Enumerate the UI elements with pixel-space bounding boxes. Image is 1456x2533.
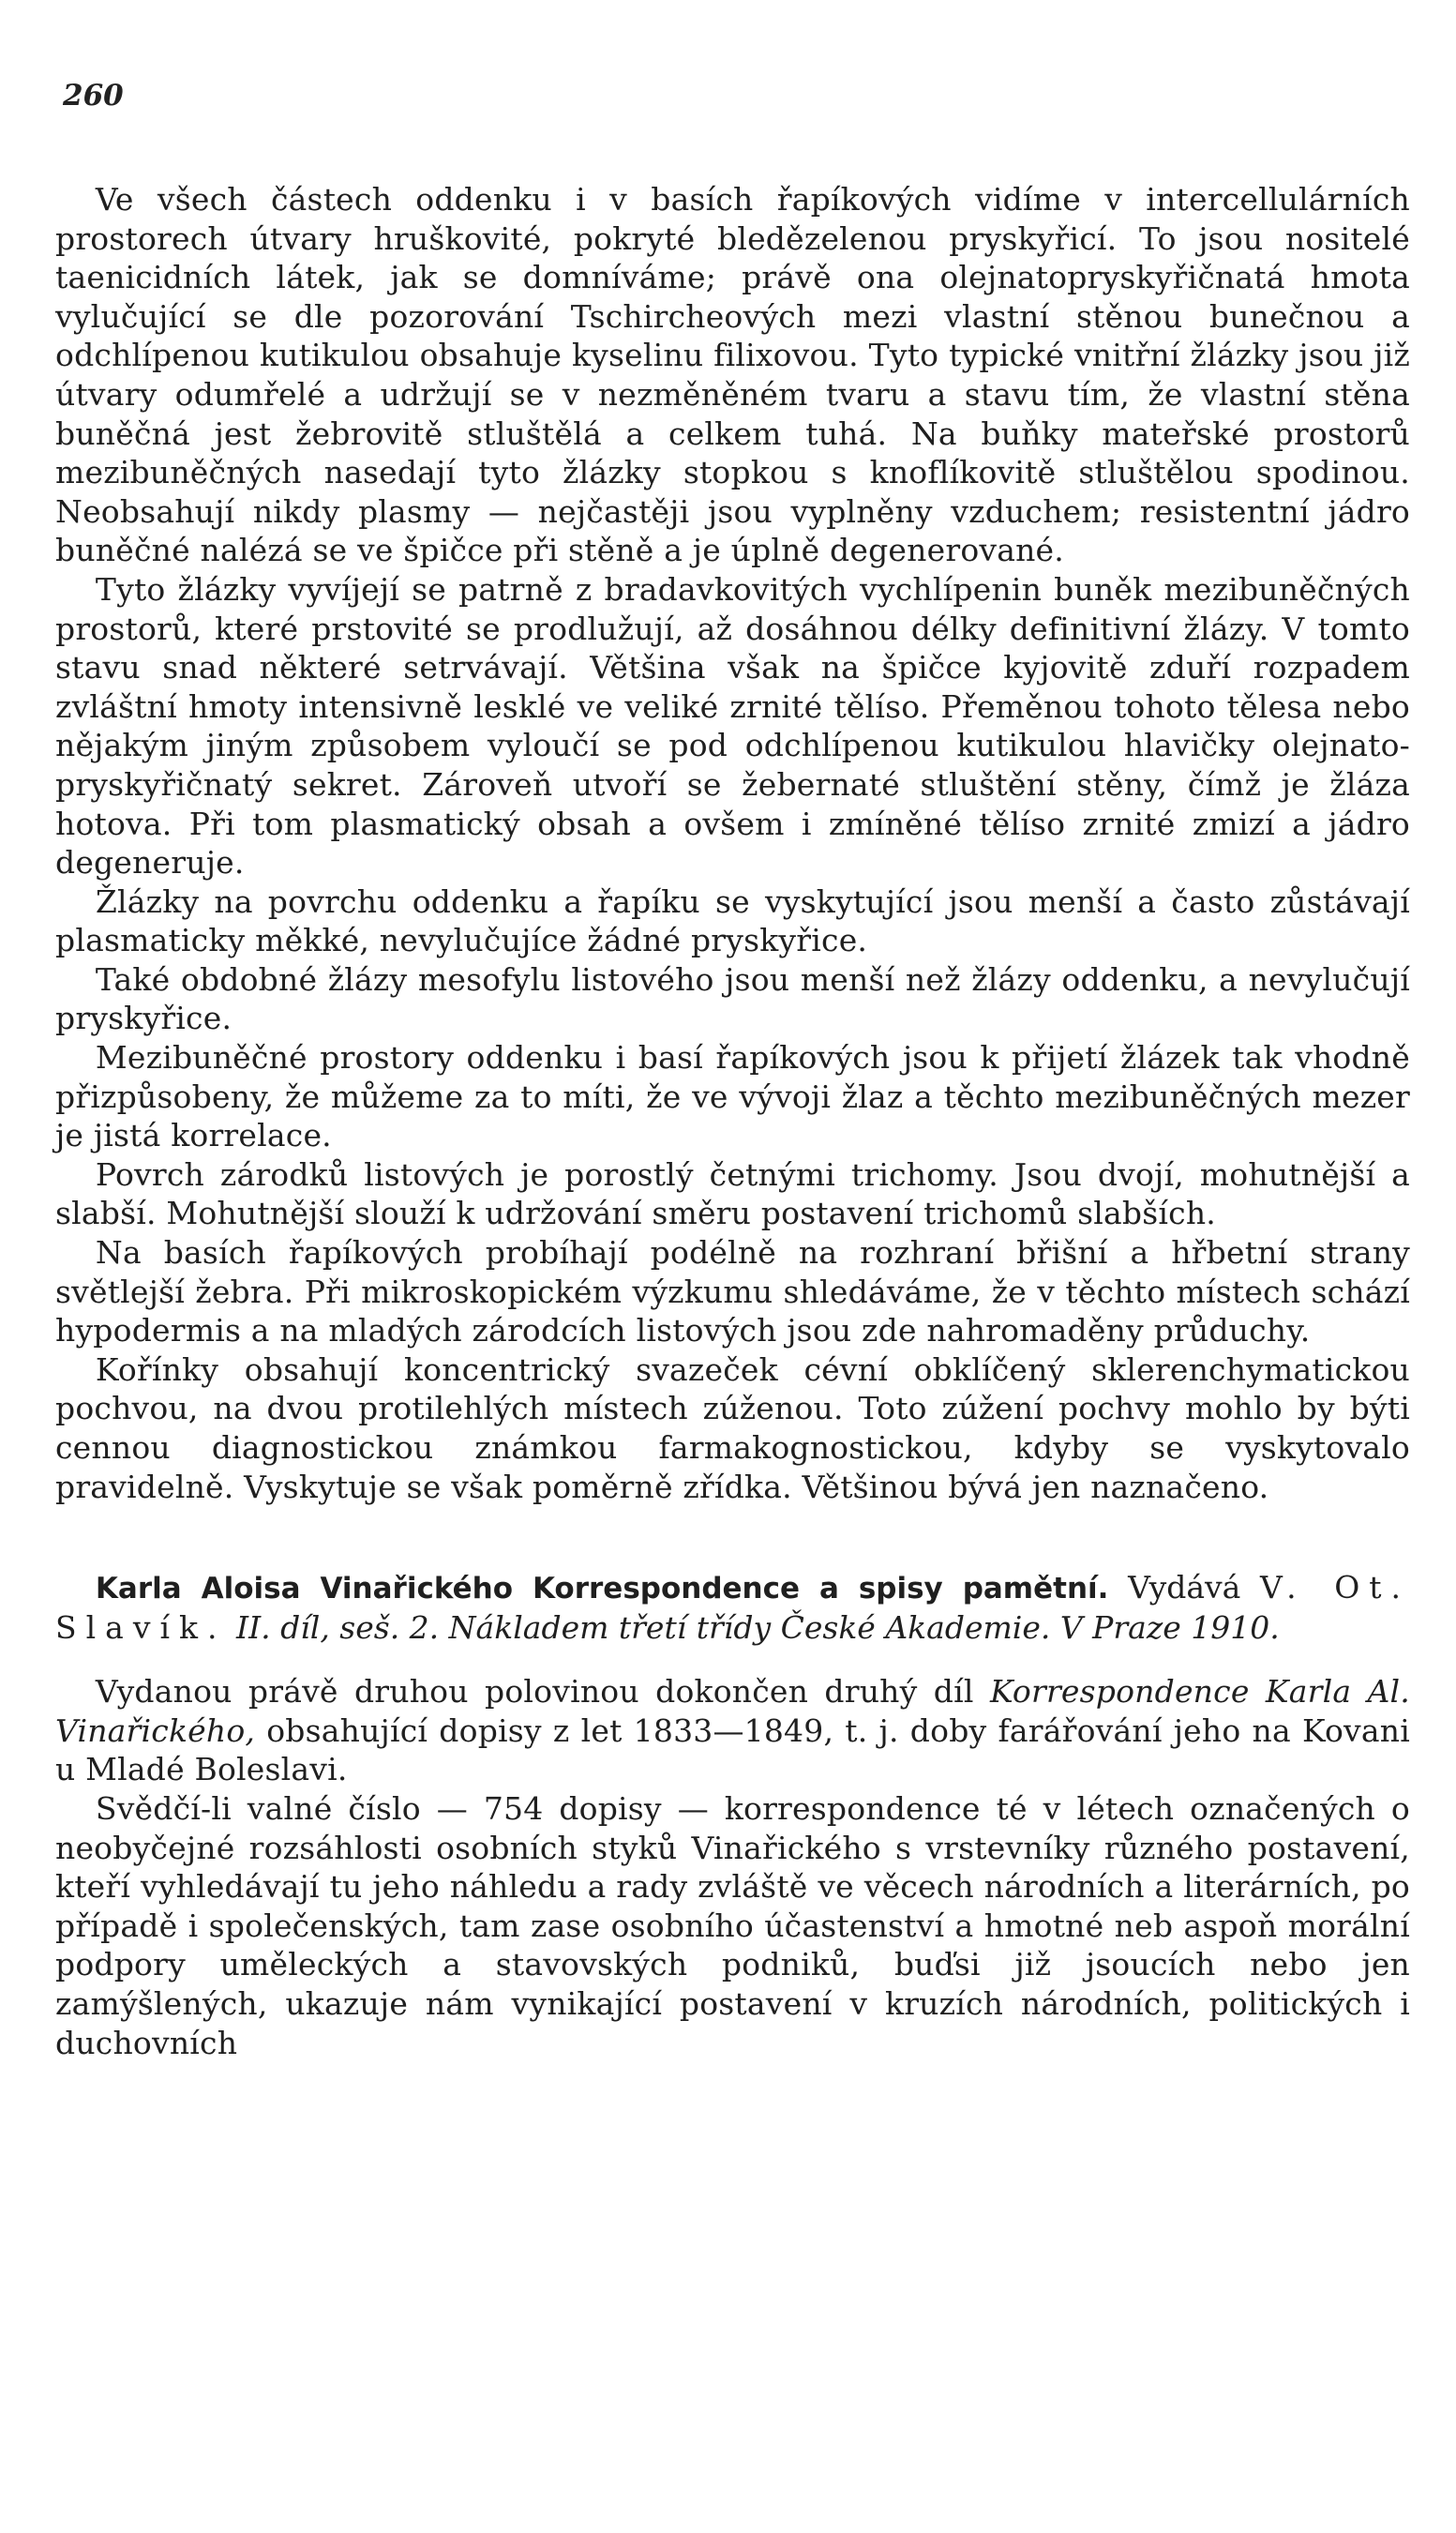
paragraph: Na basích řapíkových probíhají podélně na rozhraní břišní a hřbetní strany světlejší žebra. Při mikroskopickém výzkumu shledáváme, že v těchto místech schází hypodermis a na mladých zárodcích listových jsou zde nahromaděny průduchy. [55, 1234, 1410, 1349]
paragraph [55, 1672, 1410, 1789]
paragraph: Povrch zárodků listových je porostlý četnými trichomy. Jsou dvojí, mohutnější a slabší. Mohutnější slouží k udržování směru postavení trichomů slabších. [55, 1155, 1410, 1232]
paragraph: Svědčí-li valné číslo — 754 dopisy — korrespondence té v létech označených o neobyčejné rozsáhlosti osobních styků Vinařického s vrstevníky různého postavení, kteří vyhledávají tu jeho náhledu a rady zvláště ve věcech národních a literárních, po případě i společenských, tam zase osobního účastenství a hmotné neb aspoň morální podpory uměleckých a stavovských podniků, buďsi již jsoucích nebo jen zamýšlených, ukazuje nám vynikající postavení v kruzích národních, politických i duchovních [55, 1789, 1410, 2061]
review-publisher: Nákladem třetí třídy České Akademie. V Praze 1910. [448, 1609, 1280, 1647]
paragraph: Mezibuněčné prostory oddenku i basí řapíkových jsou k přijetí žlázek tak vhodně přizpůsobeny, že můžeme za to míti, že ve vývoji žlaz a těchto mezibuněčných mezer je jistá korrelace. [55, 1039, 1410, 1154]
review-volume: II. díl, seš. 2. [236, 1609, 440, 1647]
review-editor: V. Ot. Slavík. [55, 1569, 1411, 1647]
paragraph: Kořínky obsahují koncentrický svazeček cévní obklíčený sklerenchymatickou pochvou, na dvou protilehlých místech zúženou. Toto zúžení pochvy mohlo by býti cennou diagnostickou známkou farmakognostickou, kdyby se vyskytovalo pravidelně. Vyskytuje se však poměrně zřídka. Většinou bývá jen naznačeno. [55, 1350, 1410, 1505]
page-number: 260 [63, 79, 124, 113]
paragraph: Také obdobné žlázy mesofylu listového jsou menší než žlázy oddenku, a nevylučují pryskyřice. [55, 960, 1410, 1037]
review-section [55, 1672, 1410, 2062]
review-p1-title: Korrespondence Karla Al. Vinařického, [55, 1673, 1410, 1749]
review-p1-lead: Vydanou právě druhou polovinou dokončen druhý díl [95, 1673, 974, 1711]
review-p1-rest: obsahující dopisy z let 1833—1849, t. j. doby farářování jeho na Kovani u Mladé Boleslavi. [55, 1711, 1410, 1788]
review-edited-by: Vydává [1128, 1569, 1241, 1606]
paragraph: Žlázky na povrchu oddenku a řapíku se vyskytující jsou menší a často zůstávají plasmaticky měkké, nevylučujíce žádné pryskyřice. [55, 882, 1410, 959]
paragraph: Tyto žlázky vyvíjejí se patrně z bradavkovitých vychlípenin buněk mezibuněčných prostorů, které prstovité se prodlužují, až dosáhnou délky definitivní žlázy. V tomto stavu snad některé setrvávají. Většina však na špičce kyjovitě zduří rozpadem zvláštní hmoty intensivně lesklé ve veliké zrnité tělíso. Přeměnou tohoto tělesa nebo nějakým jiným způsobem vyloučí se pod odchlípenou kutikulou hlavičky olejnato-pryskyřičnatý sekret. Zároveň utvoří se žebernaté stluštění stěny, čímž je žláza hotova. Při tom plasmatický obsah a ovšem i zmíněné tělíso zrnité zmizí a jádro degeneruje. [55, 570, 1410, 882]
paragraph: Ve všech částech oddenku i v basích řapíkových vidíme v intercellulárních prostorech útvary hruškovité, pokryté bledězelenou pryskyřicí. To jsou nositelé taenicidních látek, jak se domníváme; právě ona olejnatopryskyřičnatá hmota vylučující se dle pozorování Tschircheových mezi vlastní stěnou bunečnou a odchlípenou kutikulou obsahuje kyselinu filixovou. Tyto typické vnitřní žlázky jsou již útvary odumřelé a udržují se v nezměněném tvaru a stavu tím, že vlastní stěna buněčná jest žebrovitě stluštělá a celkem tuhá. Na buňky mateřské prostorů mezibuněčných nasedají tyto žlázky stopkou s knoflíkovitě stluštělou spodinou. Neobsahují nikdy plasmy — nejčastěji jsou vyplněny vzduchem; resistentní jádro buněčné nalézá se ve špičce při stěně a je úplně degenerované. [55, 181, 1410, 569]
review-title: Karla Aloisa Vinařického Korrespondence a spisy pamětní. [95, 1572, 1109, 1606]
botany-section [55, 180, 1410, 1506]
review-heading [55, 1568, 1410, 1648]
